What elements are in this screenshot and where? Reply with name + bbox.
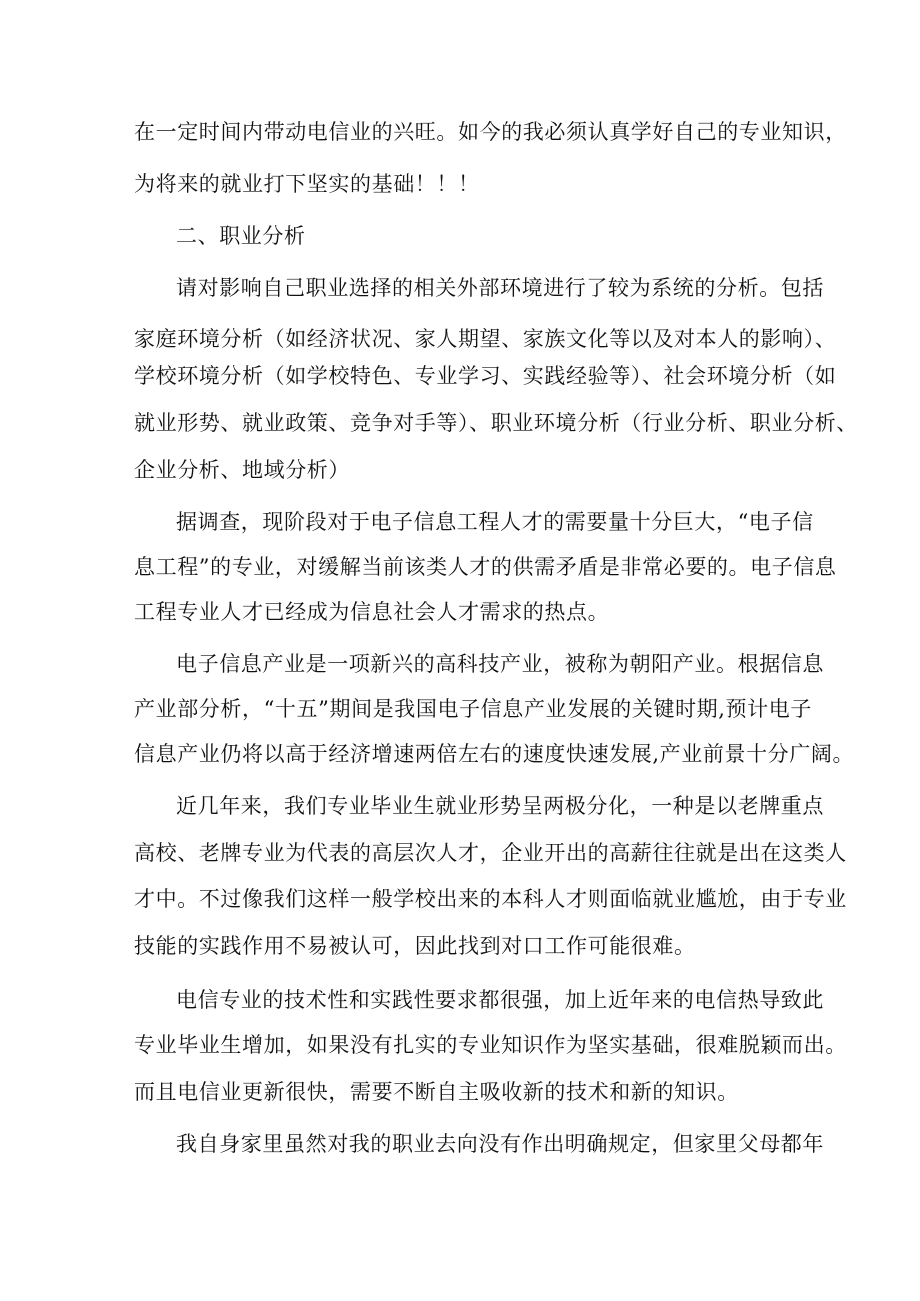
section-heading: 二、职业分析 [176, 224, 306, 248]
text-line: 就业形势、就业政策、竞争对手等）、职业环境分析（行业分析、职业分析、 [134, 411, 858, 435]
text-line: 信息产业仍将以高于经济增速两倍左右的速度快速发展,产业前景十分广阔。 [134, 742, 855, 766]
text-line: 请对影响自己职业选择的相关外部环境进行了较为系统的分析。包括 [176, 276, 824, 300]
text-line: 企业分析、地域分析） [134, 458, 350, 482]
text-line: 高校、老牌专业为代表的高层次人才，企业开出的高薪往往就是出在这类人 [134, 841, 847, 865]
text-line: 技能的实践作用不易被认可，因此找到对口工作可能很难。 [134, 934, 696, 958]
text-line: 电信专业的技术性和实践性要求都很强，加上近年来的电信热导致此 [176, 988, 824, 1012]
text-line: 电子信息产业是一项新兴的高科技产业，被称为朝阳产业。根据信息 [176, 652, 824, 676]
text-line: 专业毕业生增加，如果没有扎实的专业知识作为坚实基础，很难脱颖而出。 [134, 1033, 847, 1057]
text-line: 我自身家里虽然对我的职业去向没有作出明确规定，但家里父母都年 [176, 1132, 824, 1156]
text-line: 学校环境分析（如学校特色、专业学习、实践经验等）、社会环境分析（如 [134, 364, 837, 388]
text-line: 才中。不过像我们这样一般学校出来的本科人才则面临就业尴尬，由于专业 [134, 887, 847, 911]
text-line: 工程专业人才已经成为信息社会人才需求的热点。 [134, 600, 610, 624]
text-line: 据调查，现阶段对于电子信息工程人才的需要量十分巨大，“电子信 [176, 510, 814, 534]
text-line: 在一定时间内带动电信业的兴旺。如今的我必须认真学好自己的专业知识， [134, 120, 847, 144]
text-line: 近几年来，我们专业毕业生就业形势呈两极分化，一种是以老牌重点 [176, 794, 824, 818]
text-line: 而且电信业更新很快，需要不断自主吸收新的技术和新的知识。 [134, 1080, 739, 1104]
text-line: 产业部分析，“十五”期间是我国电子信息产业发展的关键时期,预计电子 [134, 697, 812, 721]
text-line: 为将来的就业打下坚实的基础！！！ [134, 172, 480, 196]
text-line: 家庭环境分析（如经济状况、家人期望、家族文化等以及对本人的影响）、 [134, 327, 837, 351]
text-line: 息工程”的专业，对缓解当前该类人才的供需矛盾是非常必要的。电子信息 [134, 555, 837, 579]
